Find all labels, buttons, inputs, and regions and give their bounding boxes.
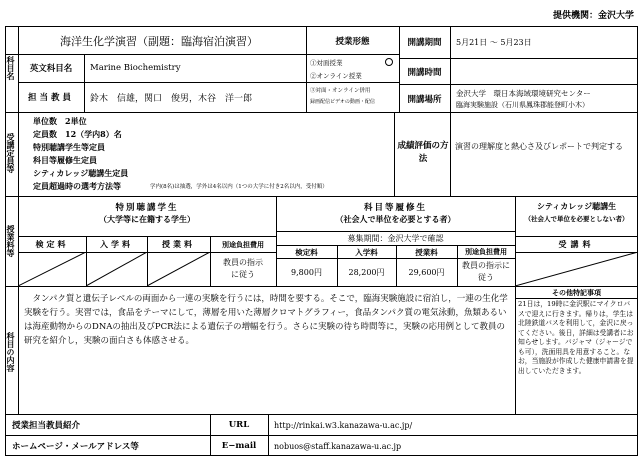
city-sub: （社会人で単位を必要としない者） [524,215,629,223]
city-empty [515,252,638,286]
form-option-1: ①対面授業 [310,59,343,67]
credit-extra-value: 教員の指示に従う [462,261,510,282]
special-col-extra: 別途負担費用 [222,239,264,249]
special-col-tuition: 授業料 [162,239,195,249]
place-line-1: 金沢大学 環日本海域環境研究センター [456,89,591,98]
special-empty-exam [18,252,86,286]
english-name-label: 英文科目名 [29,64,73,74]
credit-header: 科目等履修生 [363,203,427,213]
period-value: 5月21日 ～ 5月23日 [456,37,532,47]
form-label: 授業形態 [335,37,370,47]
credit-sub: （社会人で単位を必要とする者） [335,214,456,224]
special-empty-admission [86,252,147,286]
special-extra-value: 教員の指示に従う [223,258,263,279]
side-subject-name: 科目名 [6,56,16,80]
credit-admission-value: 28,200円 [348,267,385,277]
evaluation-value: 演習の理解度と熱心さ及びレポートで判定する [455,142,623,151]
provider-label: 提供機関：金沢大学 [552,10,634,20]
recruit-period: 募集期間：金沢大学で確認 [347,234,444,243]
special-sub: （大学等に在籍する学生） [99,214,195,224]
city-header: シティカレッジ聴講生 [536,201,617,211]
credit-col-admission: 入学料 [355,247,378,257]
form-option-4: 録画配信ビデオの動画・配信 [310,99,375,105]
email-link[interactable]: nobuos@staff.kanazawa-u.ac.jp [274,441,402,451]
credit-exam-value: 9,800円 [291,267,322,277]
special-col-exam: 検定料 [35,239,69,249]
place-label: 開講場所 [407,94,442,105]
teacher-label: 担当教員 [27,93,74,103]
special-empty-tuition [147,252,210,286]
teachers: 鈴木 信雄，関口 俊男，木谷 洋一郎 [90,93,253,104]
hp-label: ホームページ・メールアドレス等 [12,442,139,452]
period-label: 開講期間 [407,38,442,48]
notes-title: その他特記事項 [552,287,601,297]
credit-col-tuition: 授業料 [415,247,438,257]
credit-col-extra: 別途負担費用 [465,247,507,256]
url-link[interactable]: http://rinkai.w3.kanazawa-u.ac.jp/ [274,420,413,430]
side-fees: 授業料等 [6,225,16,257]
side-content: 科目の内容 [6,332,16,372]
time-label: 開講時間 [407,67,442,78]
english-name: Marine Biochemistry [90,63,181,73]
special-quota: 特別聴講学生等定員 [33,142,105,152]
circle-icon [385,58,393,66]
over-label: 定員超過時の選考方法等 [33,181,121,191]
url-label: URL [228,420,250,430]
over-value: 学内(8名)は抽選，学外は4名以内（1つの大学に付き2名以内，受付順） [150,184,328,190]
content-text: タンパク質と遺伝子レベルの両面から一連の実験を行うには，時間を要する。そこで，臨海実験施設に宿泊し，一連の生化学実験を行う。実習では，食品をテーマにして，薄層を用いた薄層クロマトグラフィー，食品タンパク質の電気泳動，魚類あるいは海産動物からのDNAの抽出及びPCR法による遺伝子の増幅を行う。さらに実験の待ち時間等に，実験の応用例として教員の研究を紹介し，実験の面白さも体感させる。 [24,294,508,346]
form-option-3: ③対面・オンライン併用 [310,88,371,94]
intro-label: 授業担当教員紹介 [12,421,81,431]
course-title: 海洋生化学演習（副題：臨海宿泊演習） [60,35,258,48]
notes-text: 21日は，19時に金沢駅にマイクロバスで迎えに行きます。帰りは，学生は北陸鉄道バスを利用して，金沢に戻ってください。後日，詳細は受講者にお知らせします。バジャマ（ジャージでも可），洗面用具を用意すること。なお，当施設が作成した健康申請書を提出していただきます。 [518,300,634,375]
capacity: 定員数 12（学内8）名 [33,129,122,139]
side-eligibility: 受講定員等 [6,133,16,173]
special-col-admission: 入学料 [100,239,133,249]
city-quota: シティカレッジ聴講生定員 [33,168,129,178]
credits: 単位数 2単位 [33,116,87,126]
email-label: E−mail [221,441,257,451]
form-option-2: ②オンライン授業 [310,72,362,80]
place-line-2: 臨海実験施設（石川県鳳珠郡能登町小木） [456,101,589,109]
special-header: 特別聴講学生 [115,203,179,213]
credit-quota: 科目等履修生定員 [33,155,97,165]
credit-col-exam: 検定料 [295,247,318,257]
evaluation-label: 成績評価の方法 [397,141,449,164]
credit-tuition-value: 29,600円 [408,267,445,277]
city-col-fee: 受講料 [558,239,595,249]
